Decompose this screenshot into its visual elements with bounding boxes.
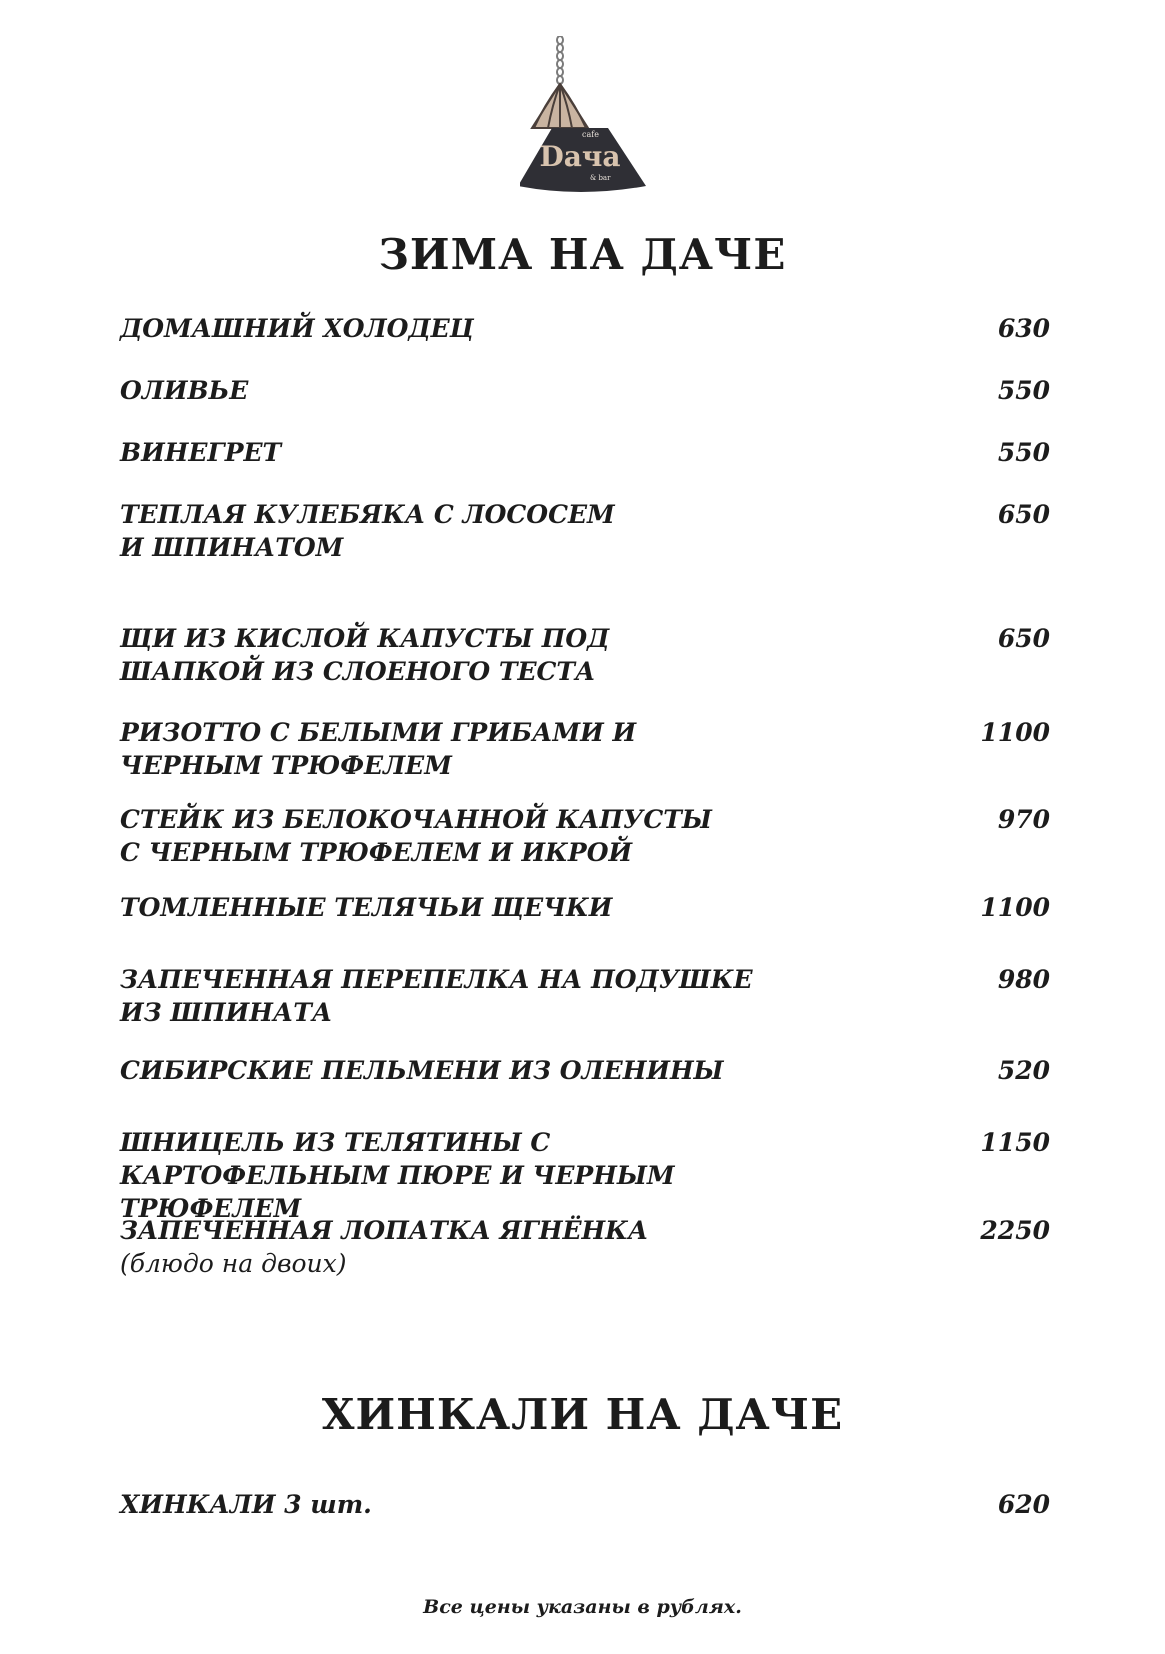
menu-item-price: 980 xyxy=(997,965,1050,994)
menu-item-name: ВИНЕГРЕТ xyxy=(120,438,282,467)
menu-item xyxy=(120,891,1050,924)
menu-item xyxy=(120,1054,1050,1087)
menu-item-price: 1100 xyxy=(980,893,1050,922)
menu-item-price: 630 xyxy=(997,314,1050,343)
menu-item xyxy=(120,1214,1050,1280)
menu-item-name: ХИНКАЛИ 3 шт. xyxy=(120,1490,372,1519)
menu-item xyxy=(120,803,1050,869)
menu-item xyxy=(120,622,1050,688)
menu-item-price: 520 xyxy=(997,1056,1050,1085)
menu-item-price: 970 xyxy=(997,805,1050,834)
menu-item-name: ТОМЛЕННЫЕ ТЕЛЯЧЬИ ЩЕЧКИ xyxy=(120,893,613,922)
section-title-winter: ЗИМА НА ДАЧЕ xyxy=(378,230,787,279)
menu-item-name: РИЗОТТО С БЕЛЫМИ ГРИБАМИ И ЧЕРНЫМ ТРЮФЕЛЕМ xyxy=(120,718,637,780)
menu-item-price: 620 xyxy=(997,1490,1050,1519)
menu-item-name: СТЕЙК ИЗ БЕЛОКОЧАННОЙ КАПУСТЫ С ЧЕРНЫМ ТРЮФЕЛЕМ И ИКРОЙ xyxy=(120,805,712,867)
section-title-khinkali: ХИНКАЛИ НА ДАЧЕ xyxy=(321,1390,844,1439)
menu-item-name: ЩИ ИЗ КИСЛОЙ КАПУСТЫ ПОД ШАПКОЙ ИЗ СЛОЕНОГО ТЕСТА xyxy=(120,624,610,686)
menu-item-price: 550 xyxy=(997,438,1050,467)
menu-item-name: ЗАПЕЧЕННАЯ ПЕРЕПЕЛКА НА ПОДУШКЕ ИЗ ШПИНАТА xyxy=(120,965,753,1027)
menu-item-name: ТЕПЛАЯ КУЛЕБЯКА С ЛОСОСЕМ И ШПИНАТОМ xyxy=(120,500,615,562)
menu-item-name: ШНИЦЕЛЬ ИЗ ТЕЛЯТИНЫ С КАРТОФЕЛЬНЫМ ПЮРЕ И ЧЕРНЫМ ТРЮФЕЛЕМ xyxy=(120,1128,675,1223)
lamp-logo-icon xyxy=(520,36,660,206)
cafe-logo xyxy=(520,36,660,206)
menu-item-price: 2250 xyxy=(980,1216,1050,1245)
menu-item-price: 1100 xyxy=(980,718,1050,747)
menu-item-name: ДОМАШНИЙ ХОЛОДЕЦ xyxy=(120,314,474,343)
menu-item-price: 650 xyxy=(997,624,1050,653)
svg-text:cafe: cafe xyxy=(582,130,599,139)
menu-item-name: СИБИРСКИЕ ПЕЛЬМЕНИ ИЗ ОЛЕНИНЫ xyxy=(120,1056,724,1085)
menu-item xyxy=(120,436,1050,469)
menu-item-name: ОЛИВЬЕ xyxy=(120,376,249,405)
svg-text:Dача: Dача xyxy=(539,140,621,173)
menu-item xyxy=(120,498,1050,564)
menu-item-note: (блюдо на двоих) xyxy=(120,1249,347,1278)
menu-item xyxy=(120,374,1050,407)
menu-item-price: 550 xyxy=(997,376,1050,405)
menu-item xyxy=(120,312,1050,345)
menu-item-price: 1150 xyxy=(980,1128,1050,1157)
svg-text:& bar: & bar xyxy=(590,174,611,182)
menu-item xyxy=(120,1126,1050,1225)
menu-item xyxy=(120,963,1050,1029)
menu-item-name: ЗАПЕЧЕННАЯ ЛОПАТКА ЯГНЁНКА xyxy=(120,1216,649,1245)
menu-item-price: 650 xyxy=(997,500,1050,529)
menu-item xyxy=(120,1488,1050,1521)
menu-item xyxy=(120,716,1050,782)
price-note-footer: Все цены указаны в рублях. xyxy=(423,1596,742,1618)
